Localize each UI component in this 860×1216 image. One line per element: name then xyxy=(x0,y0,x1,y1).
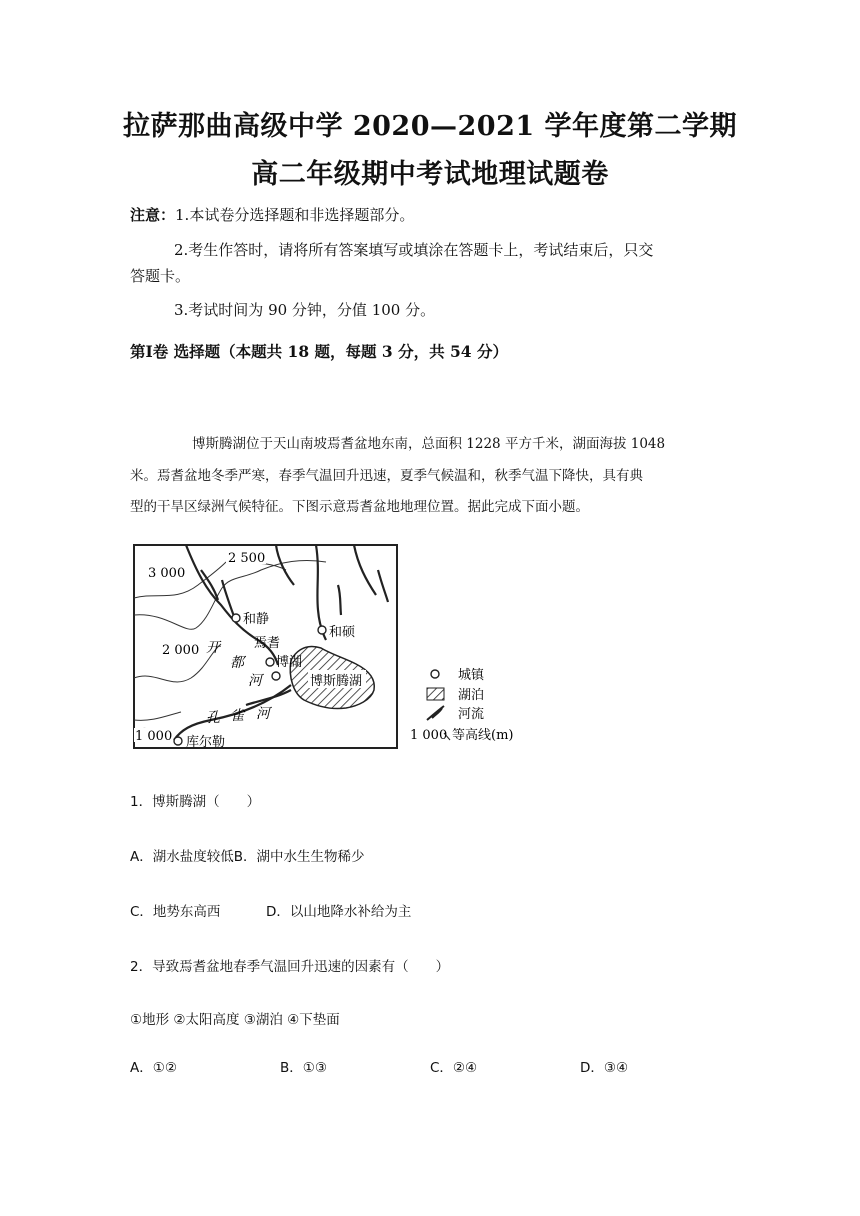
legend-lake-label: 湖泊 xyxy=(458,688,485,703)
contour-label-2500: 2 500 xyxy=(228,551,266,566)
town-label-bohu: 博湖 xyxy=(276,655,303,670)
town-label-hejing: 和静 xyxy=(243,612,270,627)
legend-town-label: 城镇 xyxy=(458,668,485,683)
legend-contour-value: 1 000 xyxy=(410,728,448,743)
notice-item2a: 2.考生作答时，请将所有答案填写或填涂在答题卡上，考试结束后，只交 xyxy=(174,241,654,259)
river-label-he1: 河 xyxy=(248,673,262,689)
town-label-korla: 库尔勒 xyxy=(186,735,226,750)
exam-title-line2: 高二年级期中考试地理试题卷 xyxy=(251,159,609,190)
notice-item2b: 答题卡。 xyxy=(130,267,191,285)
town-marker-heshuo xyxy=(318,626,326,634)
q1-option-d: D．以山地降水补给为主 xyxy=(266,904,412,920)
notice-item1-row xyxy=(130,204,414,225)
town-label-yanqi: 焉耆 xyxy=(254,636,281,651)
q2-option-d: D．③④ xyxy=(580,1060,629,1076)
passage-line3: 型的干旱区绿洲气候特征。下图示意焉耆盆地地理位置。据此完成下面小题。 xyxy=(130,499,589,515)
contour-label-2000: 2 000 xyxy=(162,643,200,658)
q1-option-c: C．地势东高西 xyxy=(130,904,221,920)
q2-option-a: A．①② xyxy=(130,1060,177,1076)
passage-line1: 博斯腾湖位于天山南坡焉耆盆地东南，总面积 1228 平方千米，湖面海拔 1048 xyxy=(192,436,666,452)
passage-line2: 米。焉耆盆地冬季严寒，春季气温回升迅速，夏季气候温和，秋季气温下降快，具有典 xyxy=(130,468,643,484)
river-label-que: 雀 xyxy=(230,708,244,724)
lake-label: 博斯腾湖 xyxy=(310,674,363,689)
town-marker-yanqi xyxy=(266,658,274,666)
legend-river-label: 河流 xyxy=(458,707,485,722)
exam-title-line1: 拉萨那曲高级中学 2020—2021 学年度第二学期 xyxy=(122,111,738,142)
q2-factors: ①地形 ②太阳高度 ③湖泊 ④下垫面 xyxy=(130,1012,340,1028)
town-label-heshuo: 和硕 xyxy=(329,625,356,640)
legend-river-icon xyxy=(427,706,444,720)
notice-item1: 1.本试卷分选择题和非选择题部分。 xyxy=(175,206,415,224)
town-marker-hejing xyxy=(232,614,240,622)
town-marker-korla xyxy=(174,737,182,745)
legend-contour-label: 等高线(m) xyxy=(452,728,514,743)
section-heading: 第Ⅰ卷 选择题（本题共 18 题，每题 3 分，共 54 分） xyxy=(130,342,508,361)
river-label-he2: 河 xyxy=(256,706,270,722)
q2-option-b: B．①③ xyxy=(280,1060,327,1076)
notice-label: 注意： xyxy=(130,206,176,224)
contour-label-1000: 1 000 xyxy=(135,729,173,744)
map-legend xyxy=(410,667,513,743)
q2-option-c: C．②④ xyxy=(430,1060,478,1076)
q1-stem: 1．博斯腾湖（ ） xyxy=(130,794,261,810)
yanqi-basin-map xyxy=(126,540,536,755)
q2-stem: 2．导致焉耆盆地春季气温回升迅速的因素有（ ） xyxy=(130,959,450,975)
notice-item3: 3.考试时间为 90 分钟，分值 100 分。 xyxy=(174,301,436,319)
legend-town-icon xyxy=(431,670,439,678)
river-label-du: 都 xyxy=(230,655,244,671)
river-label-kai: 开 xyxy=(206,640,220,656)
river-label-kong: 孔 xyxy=(206,710,220,726)
contour-label-3000: 3 000 xyxy=(148,566,186,581)
town-marker-bohu xyxy=(272,672,280,680)
legend-lake-icon xyxy=(427,688,444,700)
q1-options-ab: A．湖水盐度较低B．湖中水生生物稀少 xyxy=(130,849,365,865)
